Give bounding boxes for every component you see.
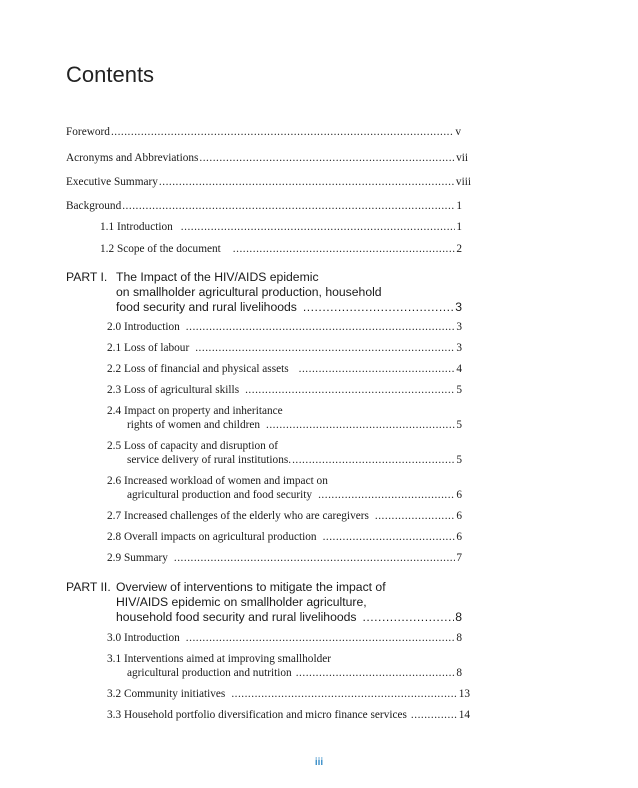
toc-entry-2-8[interactable]: [107, 530, 462, 544]
part-1-label: PART I.: [66, 270, 108, 284]
dot-leader: [318, 488, 455, 502]
toc-entry-page: 13: [458, 688, 470, 700]
part-1-title-line-2: on smallholder agricultural production, household: [116, 285, 382, 299]
toc-entry-page: 8: [455, 610, 462, 624]
page-title: Contents: [66, 62, 155, 87]
toc-entry-label: Acronyms and Abbreviations: [66, 152, 199, 164]
toc-entry-2-2[interactable]: [107, 362, 462, 376]
toc-entry-label: 2.0 Introduction: [107, 321, 180, 333]
toc-entry-2-6-line-1: 2.6 Increased workload of women and impact on: [107, 475, 328, 487]
toc-entry-label: 2.3 Loss of agricultural skills: [107, 384, 240, 396]
toc-entry-page: 5: [456, 454, 462, 466]
toc-entry-page: 3: [455, 300, 462, 314]
dot-leader: [159, 175, 455, 189]
toc-entry-label: 2.1 Loss of labour: [107, 342, 190, 354]
toc-entry-2-9[interactable]: [107, 551, 462, 565]
page-number: iii: [314, 757, 324, 768]
toc-entry-label: rights of women and children: [127, 419, 261, 431]
dot-leader: [111, 125, 454, 139]
toc-entry-3-0[interactable]: [107, 631, 462, 645]
toc-entry-page: 1: [456, 221, 462, 233]
toc-entry-foreword[interactable]: [66, 125, 461, 139]
dot-leader: [174, 551, 455, 565]
toc-entry-label: service delivery of rural institutions.: [127, 454, 292, 466]
toc-entry-page: vii: [456, 152, 468, 164]
part-2-title-line-1: Overview of interventions to mitigate the impact of: [116, 580, 386, 594]
toc-entry-page: 14: [458, 709, 470, 721]
toc-entry-page: 1: [456, 200, 462, 212]
dot-leader: [292, 453, 455, 467]
toc-entry-3-2[interactable]: [107, 687, 470, 701]
toc-entry-1-1[interactable]: [100, 220, 462, 234]
toc-entry-label: Background: [66, 200, 122, 212]
toc-entry-label: 2.8 Overall impacts on agricultural production: [107, 531, 317, 543]
toc-entry-acronyms[interactable]: [66, 151, 468, 165]
toc-entry-page: 6: [456, 489, 462, 501]
dot-leader: [231, 687, 457, 701]
dot-leader: [299, 362, 456, 376]
dot-leader: [296, 666, 456, 680]
toc-entry-label: 2.9 Summary: [107, 552, 168, 564]
toc-entry-label: 2.7 Increased challenges of the elderly who are caregivers: [107, 510, 369, 522]
toc-entry-2-3[interactable]: [107, 383, 462, 397]
dot-leader: [186, 631, 456, 645]
dot-leader: [323, 530, 456, 544]
toc-entry-page: 6: [456, 510, 462, 522]
dot-leader: [266, 418, 455, 432]
toc-entry-2-0[interactable]: [107, 320, 462, 334]
toc-entry-label: agricultural production and food security: [127, 489, 313, 501]
toc-entry-2-4[interactable]: [127, 418, 462, 432]
dot-leader: [199, 151, 455, 165]
toc-entry-page: 3: [456, 342, 462, 354]
toc-entry-label: household food security and rural livelihoods: [116, 610, 357, 624]
toc-entry-2-7[interactable]: [107, 509, 462, 523]
dot-leader: [195, 341, 455, 355]
toc-entry-label: Foreword: [66, 126, 110, 138]
toc-entry-1-2[interactable]: [100, 242, 462, 256]
toc-entry-label: food security and rural livelihoods: [116, 300, 297, 314]
toc-entry-label: Executive Summary: [66, 176, 158, 188]
toc-entry-2-5-line-1: 2.5 Loss of capacity and disruption of: [107, 440, 278, 452]
toc-entry-3-3[interactable]: [107, 708, 470, 722]
toc-entry-3-1[interactable]: [127, 666, 462, 680]
toc-entry-label: 3.2 Community initiatives: [107, 688, 226, 700]
dot-leader: [181, 220, 456, 234]
toc-entry-label: 3.3 Household portfolio diversification and micro finance services: [107, 709, 407, 721]
toc-entry-2-4-line-1: 2.4 Impact on property and inheritance: [107, 405, 283, 417]
toc-entry-page: 8: [456, 632, 462, 644]
dot-leader: [303, 300, 454, 314]
toc-entry-2-6[interactable]: [127, 488, 462, 502]
toc-entry-label: 3.0 Introduction: [107, 632, 180, 644]
toc-entry-page: v: [455, 126, 461, 138]
toc-entry-2-1[interactable]: [107, 341, 462, 355]
toc-entry-page: 5: [456, 384, 462, 396]
toc-entry-2-5[interactable]: [127, 453, 462, 467]
toc-entry-page: 6: [456, 531, 462, 543]
toc-entry-part-1[interactable]: [116, 300, 462, 314]
toc-entry-label: 1.2 Scope of the document: [100, 243, 221, 255]
dot-leader: [245, 383, 455, 397]
part-2-title-line-2: HIV/AIDS epidemic on smallholder agriculture,: [116, 595, 367, 609]
part-1-title-line-1: The Impact of the HIV/AIDS epidemic: [116, 270, 319, 284]
dot-leader: [233, 242, 456, 256]
dot-leader: [411, 708, 458, 722]
toc-entry-page: 2: [456, 243, 462, 255]
toc-entry-label: 1.1 Introduction: [100, 221, 173, 233]
toc-entry-part-2[interactable]: [116, 610, 462, 624]
part-2-label: PART II.: [66, 580, 111, 594]
toc-entry-executive-summary[interactable]: [66, 175, 471, 189]
toc-entry-background[interactable]: [66, 199, 462, 213]
toc-entry-page: 7: [456, 552, 462, 564]
toc-entry-page: viii: [455, 176, 471, 188]
toc-entry-3-1-line-1: 3.1 Interventions aimed at improving smallholder: [107, 653, 332, 665]
dot-leader: [122, 199, 455, 213]
dot-leader: [186, 320, 456, 334]
toc-entry-page: 4: [456, 363, 462, 375]
toc-entry-page: 8: [456, 667, 462, 679]
toc-entry-page: 3: [456, 321, 462, 333]
toc-entry-label: 2.2 Loss of financial and physical assets: [107, 363, 289, 375]
toc-entry-label: agricultural production and nutrition: [127, 667, 292, 679]
dot-leader: [375, 509, 455, 523]
toc-entry-page: 5: [456, 419, 462, 431]
dot-leader: [363, 610, 455, 624]
